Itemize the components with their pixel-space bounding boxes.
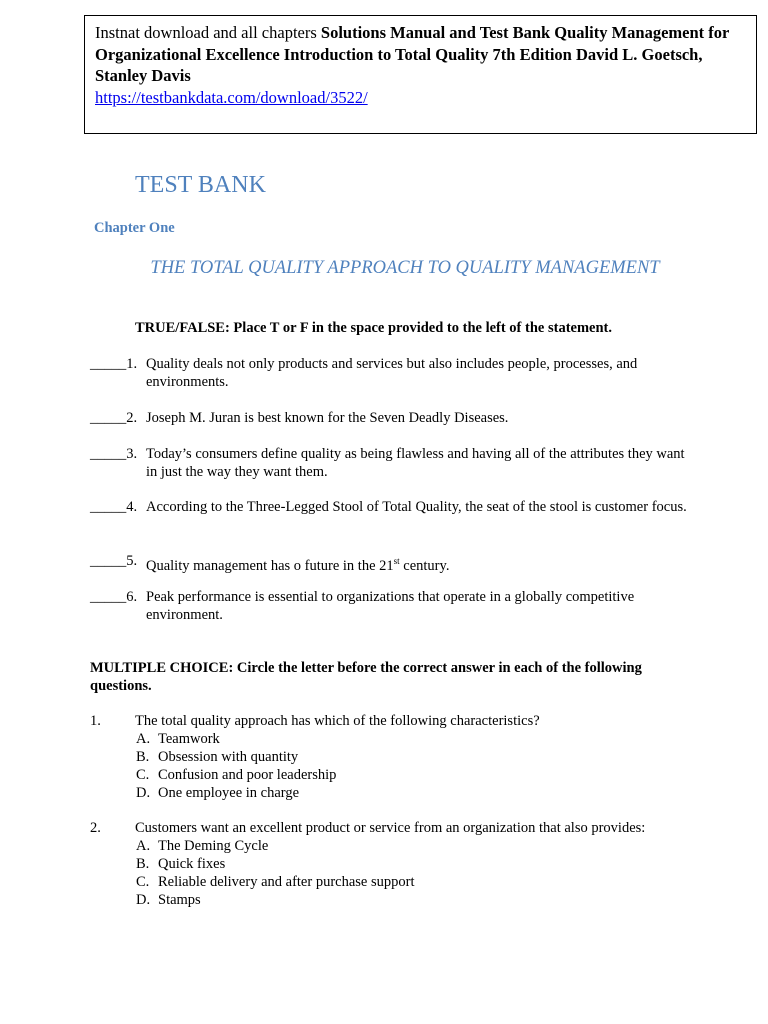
- true-false-item: [90, 588, 690, 624]
- answer-blank[interactable]: _____2.: [90, 410, 138, 426]
- download-banner: [84, 15, 757, 134]
- answer-option[interactable]: [136, 766, 690, 784]
- option-letter[interactable]: D.: [136, 892, 151, 908]
- option-text: Reliable delivery and after purchase support: [158, 874, 415, 890]
- option-letter[interactable]: A.: [136, 731, 151, 747]
- true-false-item: [90, 445, 690, 481]
- option-text: Quick fixes: [158, 856, 226, 872]
- statement-text-main: Quality management has o future in the 21: [146, 557, 394, 574]
- page-title: TEST BANK: [135, 172, 266, 198]
- download-link[interactable]: https://testbankdata.com/download/3522/: [95, 87, 368, 107]
- answer-option[interactable]: [136, 748, 690, 766]
- statement-text-end: century.: [399, 557, 450, 574]
- question-text: The total quality approach has which of the following characteristics?: [135, 713, 540, 729]
- answer-blank[interactable]: _____3.: [90, 446, 138, 462]
- multiple-choice-list: [90, 712, 690, 926]
- answer-blank[interactable]: _____4.: [90, 499, 138, 515]
- option-letter[interactable]: C.: [136, 767, 150, 783]
- option-text: Confusion and poor leadership: [158, 767, 337, 783]
- true-false-list: [90, 355, 690, 624]
- answer-option[interactable]: [136, 855, 690, 873]
- answer-option[interactable]: [136, 784, 690, 802]
- option-text: Stamps: [158, 892, 201, 908]
- statement-text: Peak performance is essential to organizations that operate in a globally competitive environment.: [146, 589, 635, 623]
- statement-text: Joseph M. Juran is best known for the Seven Deadly Diseases.: [146, 410, 509, 426]
- banner-lead-text: Instnat download and all chapters: [95, 23, 317, 42]
- statement-text: Quality deals not only products and services but also includes people, processes, and environments.: [146, 356, 638, 390]
- answer-blank[interactable]: _____1.: [90, 356, 138, 372]
- true-false-item: [90, 409, 690, 427]
- option-letter[interactable]: B.: [136, 749, 150, 765]
- answer-blank[interactable]: _____6.: [90, 589, 138, 605]
- question-number: 1.: [90, 713, 101, 729]
- answer-option[interactable]: [136, 837, 690, 855]
- option-text: Teamwork: [158, 731, 220, 747]
- true-false-heading: TRUE/FALSE: Place T or F in the space provided to the left of the statement.: [135, 320, 612, 336]
- statement-text: According to the Three-Legged Stool of Total Quality, the seat of the stool is customer focus.: [146, 499, 687, 515]
- option-text: The Deming Cycle: [158, 838, 269, 854]
- question-text: Customers want an excellent product or service from an organization that also provides:: [135, 820, 646, 836]
- answer-blank[interactable]: _____5.: [90, 553, 138, 569]
- option-text: Obsession with quantity: [158, 749, 299, 765]
- option-letter[interactable]: A.: [136, 838, 151, 854]
- question-number: 2.: [90, 820, 101, 836]
- option-letter[interactable]: D.: [136, 785, 151, 801]
- option-letter[interactable]: B.: [136, 856, 150, 872]
- true-false-item: [90, 355, 690, 391]
- answer-option[interactable]: [136, 730, 690, 748]
- option-letter[interactable]: C.: [136, 874, 150, 890]
- chapter-title: THE TOTAL QUALITY APPROACH TO QUALITY MANAGEMENT: [150, 258, 660, 278]
- ordinal-suffix: st: [393, 556, 400, 566]
- multiple-choice-heading: MULTIPLE CHOICE: Circle the letter before the correct answer in each of the following questions.: [90, 660, 642, 694]
- statement-text: Today’s consumers define quality as being flawless and having all of the attributes they want in just the way they want them.: [146, 446, 685, 480]
- answer-option[interactable]: [136, 873, 690, 891]
- question-item: [90, 819, 690, 909]
- true-false-item: [90, 498, 690, 534]
- answer-option[interactable]: [136, 891, 690, 909]
- true-false-item: [90, 552, 690, 574]
- banner-title: Solutions Manual and Test Bank Quality Management for Organizational Excellence Introduction to Total Quality 7th Edition David L. Goetsch, Stanley Davis: [95, 23, 730, 85]
- chapter-label: Chapter One: [94, 220, 175, 236]
- option-text: One employee in charge: [158, 785, 300, 801]
- question-item: [90, 712, 690, 802]
- statement-text: [146, 552, 690, 575]
